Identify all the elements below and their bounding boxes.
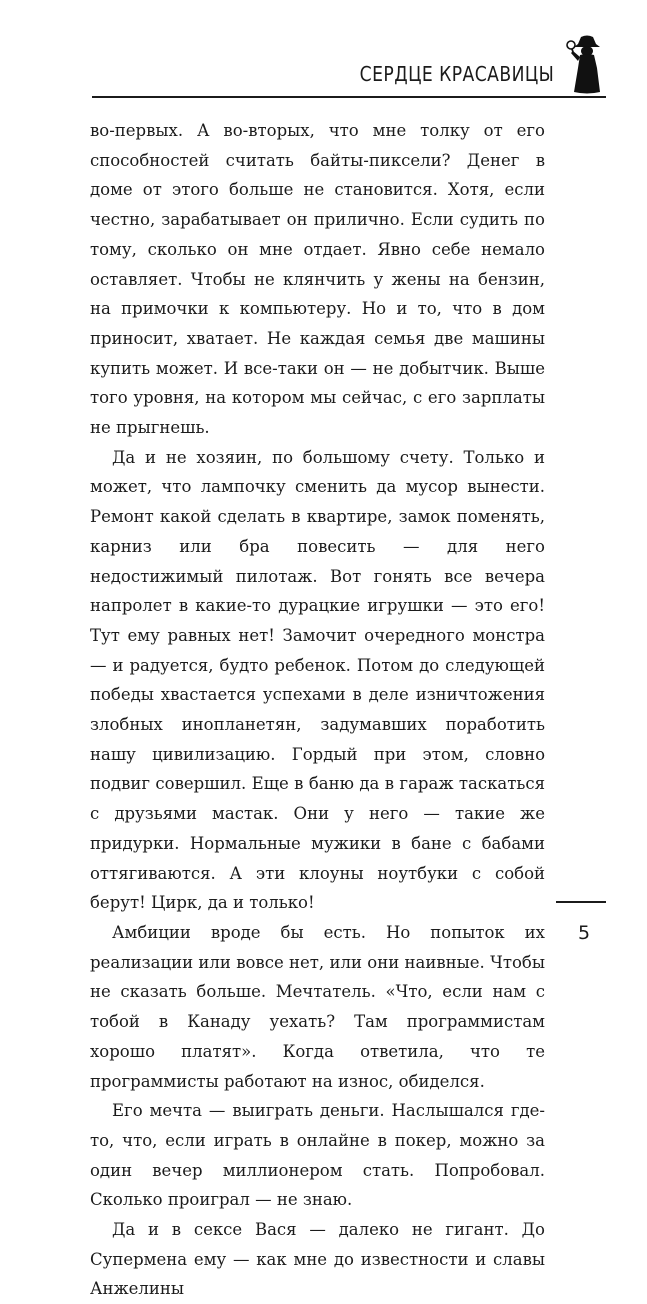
page-number: 5: [578, 922, 591, 944]
detective-silhouette-icon: [566, 34, 608, 96]
header-rule: [92, 96, 606, 98]
page-header: [92, 40, 606, 102]
paragraph: Амбиции вроде бы есть. Но попыток их реализации или вовсе нет, или они наивные. Чтобы не сказать больше. Мечтатель. «Что, если нам с тобой в Канаду уехать? Там программистам хорошо платят». Когда ответила, что те программисты работают на износ, обиделся.: [90, 922, 545, 1091]
paragraph: Да и в сексе Вася — далеко не гигант. До Супермена ему — как мне до известности и славы Анжелины: [90, 1220, 545, 1299]
paragraph: во-первых. А во-вторых, что мне толку от его способностей считать байты-пиксели? Денег в доме от этого больше не становится. Хотя, если честно, зарабатывает он прилично. Если судить по тому, сколько он мне отдает. Явно себе немало оставляет. Чтобы не клянчить у жены на бензин, на примочки к компьютеру. Но и то, что в дом приносит, хватает. Не каждая семья две машины купить может. И все-таки он — не добытчик. Выше того уровня, на котором мы сейчас, с его зарплаты не прыгнешь.: [90, 121, 545, 438]
paragraph: Да и не хозяин, по большому счету. Только и может, что лампочку сменить да мусор вынести. Ремонт какой сделать в квартире, замок поменять, карниз или бра повесить — для него недостижимый пилотаж. Вот гонять все вечера напролет в какие-то дурацкие игрушки — это его! Тут ему равных нет! Замочит очередного монстра — и радуется, будто ребенок. Потом до следующей победы хвастается успехами в деле изничтожения злобных инопланетян, задумавших поработить нашу цивилизацию. Гордый при этом, словно подвиг совершил. Еще в баню да в гараж таскаться с друзьями мастак. Они у него — такие же придурки. Нормальные мужики в бане с бабами оттягиваются. А эти клоуны ноутбуки с собой берут! Цирк, да и только!: [90, 447, 545, 913]
running-title: СЕРДЦЕ КРАСАВИЦЫ: [359, 62, 554, 86]
paragraph: Его мечта — выиграть деньги. Наслышался где-то, что, если играть в онлайне в покер, можно за один вечер миллионером стать. Попробовал. Сколько проиграл — не знаю.: [90, 1101, 545, 1210]
footer-rule: [556, 901, 606, 903]
body-text: [90, 116, 545, 1304]
